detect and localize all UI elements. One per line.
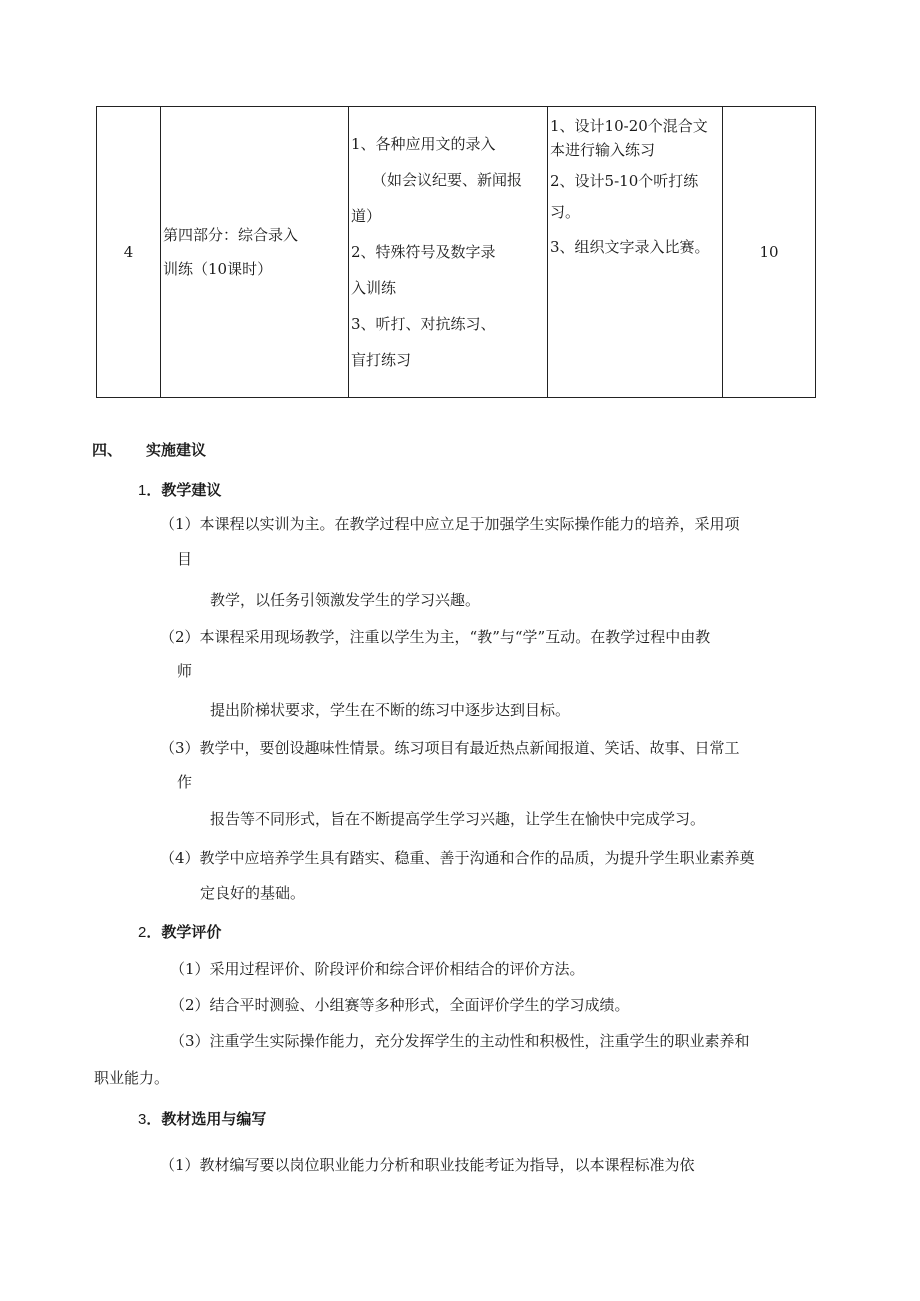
course-plan-table	[96, 106, 816, 398]
content-line: 道）	[351, 207, 382, 225]
subsection-title: ．教学建议	[146, 481, 222, 499]
part-cell	[161, 107, 349, 398]
subsection-heading	[138, 922, 221, 943]
subsection-heading	[138, 480, 221, 501]
content-line: 盲打练习	[351, 351, 412, 369]
method-line: 本进行输入练习	[550, 141, 656, 159]
content-line: 1、各种应用文的录入	[351, 135, 496, 153]
paragraph-line: 职业能力。	[94, 1069, 170, 1087]
paragraph-line: （1）本课程以实训为主。在教学过程中应立足于加强学生实际操作能力的培养，采用项	[160, 515, 740, 533]
hours-value: 10	[759, 243, 779, 261]
content-line: （如会议纪要、新闻报	[372, 171, 523, 189]
subsection-number: 3	[138, 1111, 147, 1128]
paragraph-wrap: 目	[177, 550, 193, 568]
subsection-title: ．教材选用与编写	[146, 1110, 267, 1128]
subsection-heading	[138, 1109, 266, 1130]
paragraph-line: 定良好的基础。	[200, 884, 306, 902]
table-row	[97, 107, 816, 398]
method-line: 习。	[550, 203, 581, 221]
subsection-number: 1	[138, 482, 147, 499]
content-line: 3、听打、对抗练习、	[351, 315, 496, 333]
paragraph-line: 报告等不同形式，旨在不断提高学生学习兴趣，让学生在愉快中完成学习。	[210, 810, 706, 828]
paragraph-line: （2）本课程采用现场教学，注重以学生为主，“教”与“学”互动。在教学过程中由教	[160, 628, 711, 646]
hours-cell	[723, 107, 816, 398]
method-cell	[548, 107, 723, 398]
paragraph-line: （3）教学中，要创设趣味性情景。练习项目有最近热点新闻报道、笑话、故事、日常工	[160, 739, 740, 757]
part-line: 第四部分：综合录入	[163, 226, 299, 244]
row-index-cell	[97, 107, 161, 398]
paragraph-line: （1）采用过程评价、阶段评价和综合评价相结合的评价方法。	[170, 960, 585, 978]
section-title: 实施建议	[146, 441, 207, 459]
paragraph-wrap: 师	[177, 662, 193, 680]
part-line: 训练（10课时）	[163, 260, 273, 278]
subsection-title: ．教学评价	[146, 923, 222, 941]
paragraph-line: （1）教材编写要以岗位职业能力分析和职业技能考证为指导，以本课程标准为依	[160, 1156, 695, 1174]
section-number: 四、	[92, 441, 123, 459]
paragraph-wrap: 作	[177, 773, 193, 791]
method-line: 2、设计5-10个听打练	[550, 172, 699, 190]
paragraph-line: 教学，以任务引领激发学生的学习兴趣。	[210, 591, 481, 609]
paragraph-line: 提出阶梯状要求，学生在不断的练习中逐步达到目标。	[210, 701, 571, 719]
content-line: 入训练	[351, 279, 397, 297]
row-index: 4	[123, 243, 134, 261]
paragraph-line: （2）结合平时测验、小组赛等多种形式，全面评价学生的学习成绩。	[170, 996, 630, 1014]
method-line: 1、设计10-20个混合文	[550, 117, 708, 135]
paragraph-line: （4）教学中应培养学生具有踏实、稳重、善于沟通和合作的品质，为提升学生职业素养奠	[160, 849, 755, 867]
paragraph-line: （3）注重学生实际操作能力，充分发挥学生的主动性和积极性，注重学生的职业素养和	[170, 1032, 750, 1050]
subsection-number: 2	[138, 924, 147, 941]
method-line: 3、组织文字录入比赛。	[550, 238, 710, 256]
content-line: 2、特殊符号及数字录	[351, 243, 496, 261]
content-cell	[349, 107, 548, 398]
